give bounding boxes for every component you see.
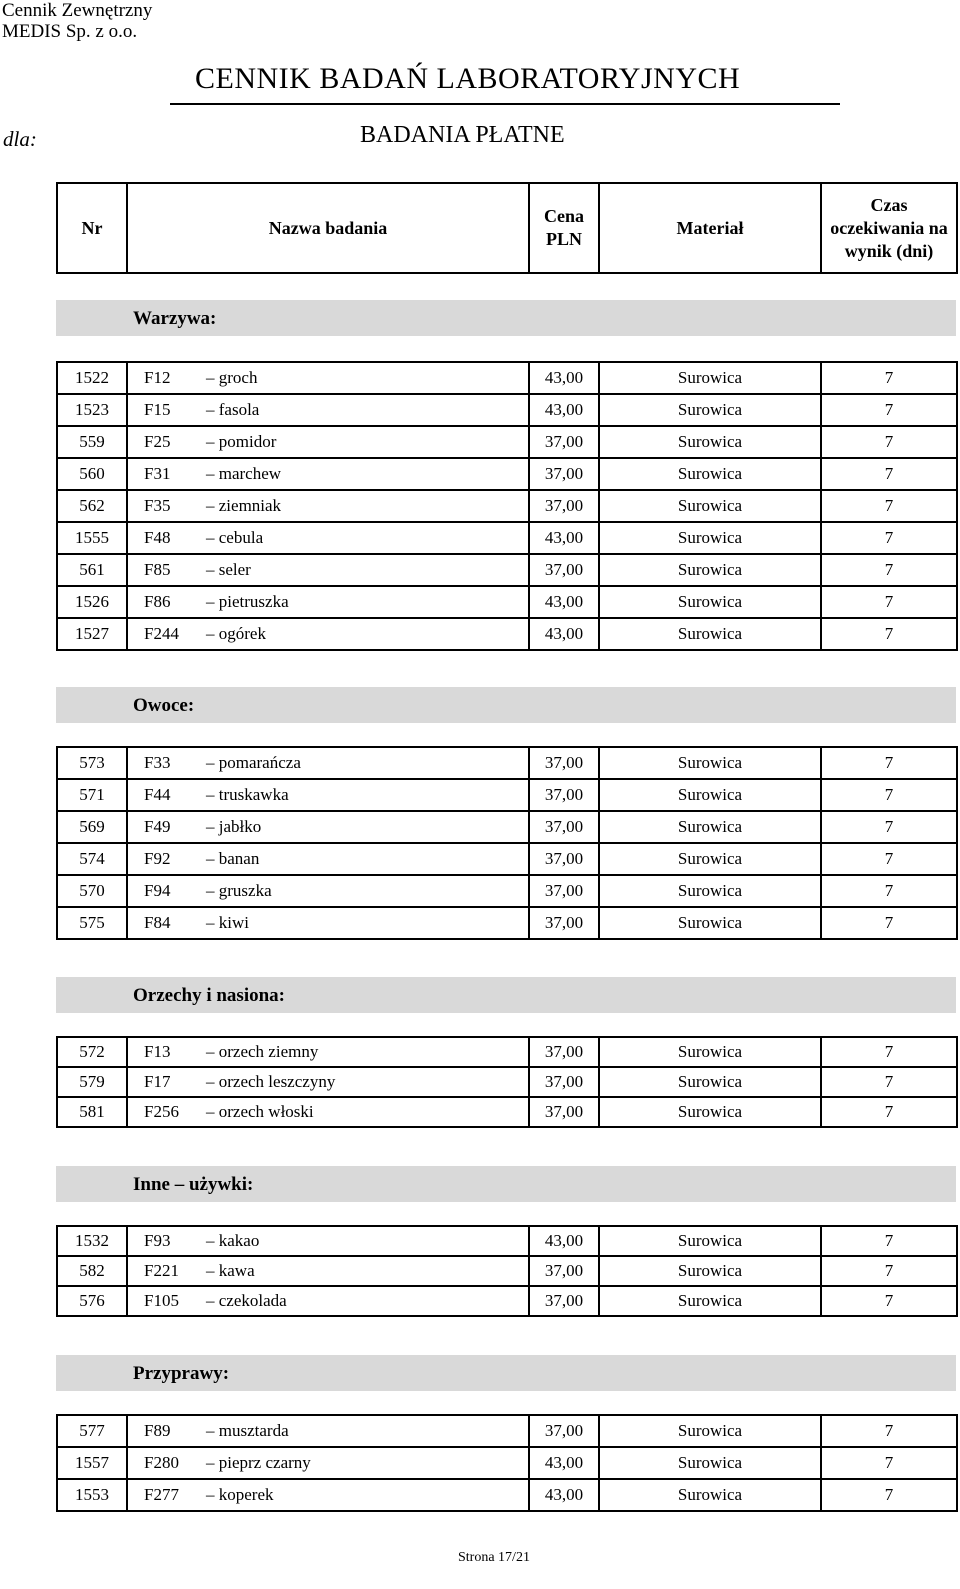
section-title: Owoce: — [133, 695, 195, 716]
cell-name — [127, 458, 529, 490]
cell-nr: 1557 — [57, 1447, 127, 1479]
cell-nr: 576 — [57, 1286, 127, 1316]
section-title: Przyprawy: — [133, 1363, 230, 1384]
cell-price: 43,00 — [529, 586, 599, 618]
cell-material: Surowica — [599, 586, 821, 618]
cell-price: 37,00 — [529, 490, 599, 522]
cell-days: 7 — [821, 1447, 957, 1479]
test-name: – orzech ziemny — [206, 1042, 319, 1061]
test-code: F92 — [144, 849, 171, 868]
cell-nr: 1526 — [57, 586, 127, 618]
test-name: – truskawka — [206, 785, 289, 804]
column-header-name: Nazwa badania — [127, 183, 529, 273]
cell-days: 7 — [821, 1097, 957, 1127]
page-subtitle: BADANIA PŁATNE — [360, 122, 565, 148]
cell-price: 37,00 — [529, 426, 599, 458]
cell-material: Surowica — [599, 522, 821, 554]
page-number: Strona 17/21 — [458, 1550, 530, 1565]
cell-nr: 559 — [57, 426, 127, 458]
cell-nr: 561 — [57, 554, 127, 586]
test-name: – kawa — [206, 1261, 255, 1280]
cell-name — [127, 811, 529, 843]
test-name: – musztarda — [206, 1421, 289, 1440]
cell-days: 7 — [821, 362, 957, 394]
cell-material: Surowica — [599, 1037, 821, 1067]
cell-material: Surowica — [599, 843, 821, 875]
table-row — [57, 1447, 957, 1479]
cell-name — [127, 394, 529, 426]
table-row — [57, 811, 957, 843]
cell-material: Surowica — [599, 1286, 821, 1316]
cell-days: 7 — [821, 1256, 957, 1286]
table-row — [57, 1037, 957, 1067]
cell-price: 37,00 — [529, 1415, 599, 1447]
cell-price: 37,00 — [529, 1067, 599, 1097]
test-code: F244 — [144, 624, 179, 643]
test-code: F15 — [144, 400, 171, 419]
cell-name — [127, 1067, 529, 1097]
cell-name — [127, 875, 529, 907]
cell-days: 7 — [821, 1226, 957, 1256]
section-title: Orzechy i nasiona: — [133, 985, 285, 1006]
test-code: F48 — [144, 528, 171, 547]
cell-name — [127, 1097, 529, 1127]
cell-price: 37,00 — [529, 554, 599, 586]
section-header — [56, 1166, 956, 1202]
table-row — [57, 875, 957, 907]
cell-material: Surowica — [599, 1067, 821, 1097]
price-table — [56, 1225, 958, 1317]
cell-price: 37,00 — [529, 907, 599, 939]
cell-price: 37,00 — [529, 1256, 599, 1286]
cell-nr: 575 — [57, 907, 127, 939]
cell-price: 37,00 — [529, 1037, 599, 1067]
section-title: Inne – używki: — [133, 1174, 254, 1195]
cell-name — [127, 362, 529, 394]
cell-price: 43,00 — [529, 618, 599, 650]
cell-material: Surowica — [599, 779, 821, 811]
cell-price: 37,00 — [529, 811, 599, 843]
price-table — [56, 1414, 958, 1512]
test-code: F105 — [144, 1291, 179, 1310]
cell-price: 43,00 — [529, 1479, 599, 1511]
cell-name — [127, 426, 529, 458]
test-code: F86 — [144, 592, 171, 611]
cell-nr: 1523 — [57, 394, 127, 426]
test-name: – seler — [206, 560, 251, 579]
test-name: – banan — [206, 849, 260, 868]
cell-name — [127, 586, 529, 618]
test-name: – pieprz czarny — [206, 1453, 311, 1472]
cell-name — [127, 1447, 529, 1479]
test-code: F31 — [144, 464, 171, 483]
table-row — [57, 1067, 957, 1097]
table-row — [57, 458, 957, 490]
cell-price: 37,00 — [529, 747, 599, 779]
test-code: F44 — [144, 785, 171, 804]
cell-name — [127, 907, 529, 939]
price-table — [56, 1036, 958, 1128]
cell-nr: 572 — [57, 1037, 127, 1067]
cell-material: Surowica — [599, 362, 821, 394]
table-row — [57, 586, 957, 618]
section-header — [56, 977, 956, 1013]
cell-days: 7 — [821, 586, 957, 618]
cell-days: 7 — [821, 811, 957, 843]
section-title: Warzywa: — [133, 308, 217, 329]
cell-price: 43,00 — [529, 394, 599, 426]
test-code: F33 — [144, 753, 171, 772]
test-name: – kiwi — [206, 913, 249, 932]
cell-material: Surowica — [599, 394, 821, 426]
cell-name — [127, 490, 529, 522]
test-name: – fasola — [206, 400, 260, 419]
cell-days: 7 — [821, 458, 957, 490]
table-row — [57, 522, 957, 554]
cell-name — [127, 1256, 529, 1286]
test-name: – orzech włoski — [206, 1102, 314, 1121]
table-row — [57, 1226, 957, 1256]
table-row — [57, 1097, 957, 1127]
table-row — [57, 747, 957, 779]
cell-price: 43,00 — [529, 362, 599, 394]
cell-nr: 573 — [57, 747, 127, 779]
cell-price: 37,00 — [529, 875, 599, 907]
cell-name — [127, 618, 529, 650]
cell-material: Surowica — [599, 875, 821, 907]
test-name: – ogórek — [206, 624, 266, 643]
cell-material: Surowica — [599, 747, 821, 779]
column-header-nr: Nr — [57, 183, 127, 273]
column-header-days: Czas oczekiwania na wynik (dni) — [821, 183, 957, 273]
cell-nr: 1532 — [57, 1226, 127, 1256]
cell-days: 7 — [821, 522, 957, 554]
cell-nr: 571 — [57, 779, 127, 811]
cell-nr: 581 — [57, 1097, 127, 1127]
table-row — [57, 779, 957, 811]
cell-material: Surowica — [599, 458, 821, 490]
test-name: – koperek — [206, 1485, 274, 1504]
company-name-line2: MEDIS Sp. z o.o. — [2, 21, 138, 42]
cell-material: Surowica — [599, 426, 821, 458]
test-name: – kakao — [206, 1231, 260, 1250]
cell-name — [127, 779, 529, 811]
table-row — [57, 362, 957, 394]
cell-material: Surowica — [599, 618, 821, 650]
cell-name — [127, 1479, 529, 1511]
cell-name — [127, 522, 529, 554]
cell-nr: 1527 — [57, 618, 127, 650]
cell-days: 7 — [821, 843, 957, 875]
table-row — [57, 1286, 957, 1316]
test-name: – jabłko — [206, 817, 262, 836]
title-underline — [170, 103, 840, 105]
test-code: F94 — [144, 881, 171, 900]
cell-nr: 574 — [57, 843, 127, 875]
cell-name — [127, 1415, 529, 1447]
cell-price: 37,00 — [529, 1286, 599, 1316]
cell-price: 43,00 — [529, 1226, 599, 1256]
test-code: F35 — [144, 496, 171, 515]
cell-price: 43,00 — [529, 1447, 599, 1479]
column-header-table — [56, 182, 958, 274]
cell-days: 7 — [821, 1067, 957, 1097]
cell-name — [127, 1226, 529, 1256]
cell-material: Surowica — [599, 1415, 821, 1447]
test-code: F12 — [144, 368, 171, 387]
cell-nr: 577 — [57, 1415, 127, 1447]
cell-nr: 1522 — [57, 362, 127, 394]
test-name: – ziemniak — [206, 496, 282, 515]
cell-material: Surowica — [599, 1256, 821, 1286]
cell-material: Surowica — [599, 490, 821, 522]
test-code: F256 — [144, 1102, 179, 1121]
page-title: CENNIK BADAŃ LABORATORYJNYCH — [195, 62, 741, 95]
table-row — [57, 426, 957, 458]
cell-material: Surowica — [599, 1097, 821, 1127]
cell-name — [127, 554, 529, 586]
cell-name — [127, 1286, 529, 1316]
cell-price: 37,00 — [529, 1097, 599, 1127]
company-name-line1: Cennik Zewnętrzny — [2, 0, 153, 21]
test-code: F17 — [144, 1072, 171, 1091]
table-row — [57, 618, 957, 650]
cell-nr: 569 — [57, 811, 127, 843]
test-name: – pietruszka — [206, 592, 289, 611]
test-code: F277 — [144, 1485, 179, 1504]
cell-days: 7 — [821, 907, 957, 939]
cell-days: 7 — [821, 779, 957, 811]
cell-material: Surowica — [599, 554, 821, 586]
test-code: F84 — [144, 913, 171, 932]
cell-days: 7 — [821, 1415, 957, 1447]
cell-price: 37,00 — [529, 843, 599, 875]
test-code: F89 — [144, 1421, 171, 1440]
cell-nr: 1555 — [57, 522, 127, 554]
test-name: – czekolada — [206, 1291, 287, 1310]
cell-price: 37,00 — [529, 458, 599, 490]
cell-nr: 570 — [57, 875, 127, 907]
cell-price: 37,00 — [529, 779, 599, 811]
section-header — [56, 300, 956, 336]
test-code: F13 — [144, 1042, 171, 1061]
test-name: – gruszka — [206, 881, 272, 900]
cell-material: Surowica — [599, 907, 821, 939]
table-row — [57, 554, 957, 586]
cell-material: Surowica — [599, 1226, 821, 1256]
cell-price: 43,00 — [529, 522, 599, 554]
test-name: – pomidor — [206, 432, 277, 451]
test-code: F85 — [144, 560, 171, 579]
cell-days: 7 — [821, 875, 957, 907]
cell-days: 7 — [821, 554, 957, 586]
cell-days: 7 — [821, 1286, 957, 1316]
section-header — [56, 1355, 956, 1391]
cell-nr: 562 — [57, 490, 127, 522]
price-table — [56, 361, 958, 651]
cell-days: 7 — [821, 426, 957, 458]
test-name: – orzech leszczyny — [206, 1072, 336, 1091]
test-code: F49 — [144, 817, 171, 836]
table-row — [57, 490, 957, 522]
dla-label: dla: — [3, 127, 37, 151]
test-code: F93 — [144, 1231, 171, 1250]
column-header-price: Cena PLN — [529, 183, 599, 273]
cell-nr: 560 — [57, 458, 127, 490]
cell-material: Surowica — [599, 1447, 821, 1479]
table-row — [57, 843, 957, 875]
cell-days: 7 — [821, 1479, 957, 1511]
test-name: – pomarańcza — [206, 753, 301, 772]
table-row — [57, 394, 957, 426]
section-header — [56, 687, 956, 723]
cell-nr: 1553 — [57, 1479, 127, 1511]
cell-name — [127, 1037, 529, 1067]
price-table — [56, 746, 958, 940]
table-row — [57, 1415, 957, 1447]
cell-nr: 582 — [57, 1256, 127, 1286]
cell-material: Surowica — [599, 1479, 821, 1511]
test-code: F25 — [144, 432, 171, 451]
test-name: – groch — [206, 368, 258, 387]
cell-material: Surowica — [599, 811, 821, 843]
test-code: F221 — [144, 1261, 179, 1280]
cell-name — [127, 843, 529, 875]
column-header-material: Materiał — [599, 183, 821, 273]
table-row — [57, 1479, 957, 1511]
test-name: – cebula — [206, 528, 264, 547]
table-row — [57, 1256, 957, 1286]
test-name: – marchew — [206, 464, 282, 483]
cell-days: 7 — [821, 747, 957, 779]
test-code: F280 — [144, 1453, 179, 1472]
cell-name — [127, 747, 529, 779]
cell-days: 7 — [821, 394, 957, 426]
cell-days: 7 — [821, 490, 957, 522]
cell-nr: 579 — [57, 1067, 127, 1097]
cell-days: 7 — [821, 1037, 957, 1067]
table-row — [57, 907, 957, 939]
cell-days: 7 — [821, 618, 957, 650]
